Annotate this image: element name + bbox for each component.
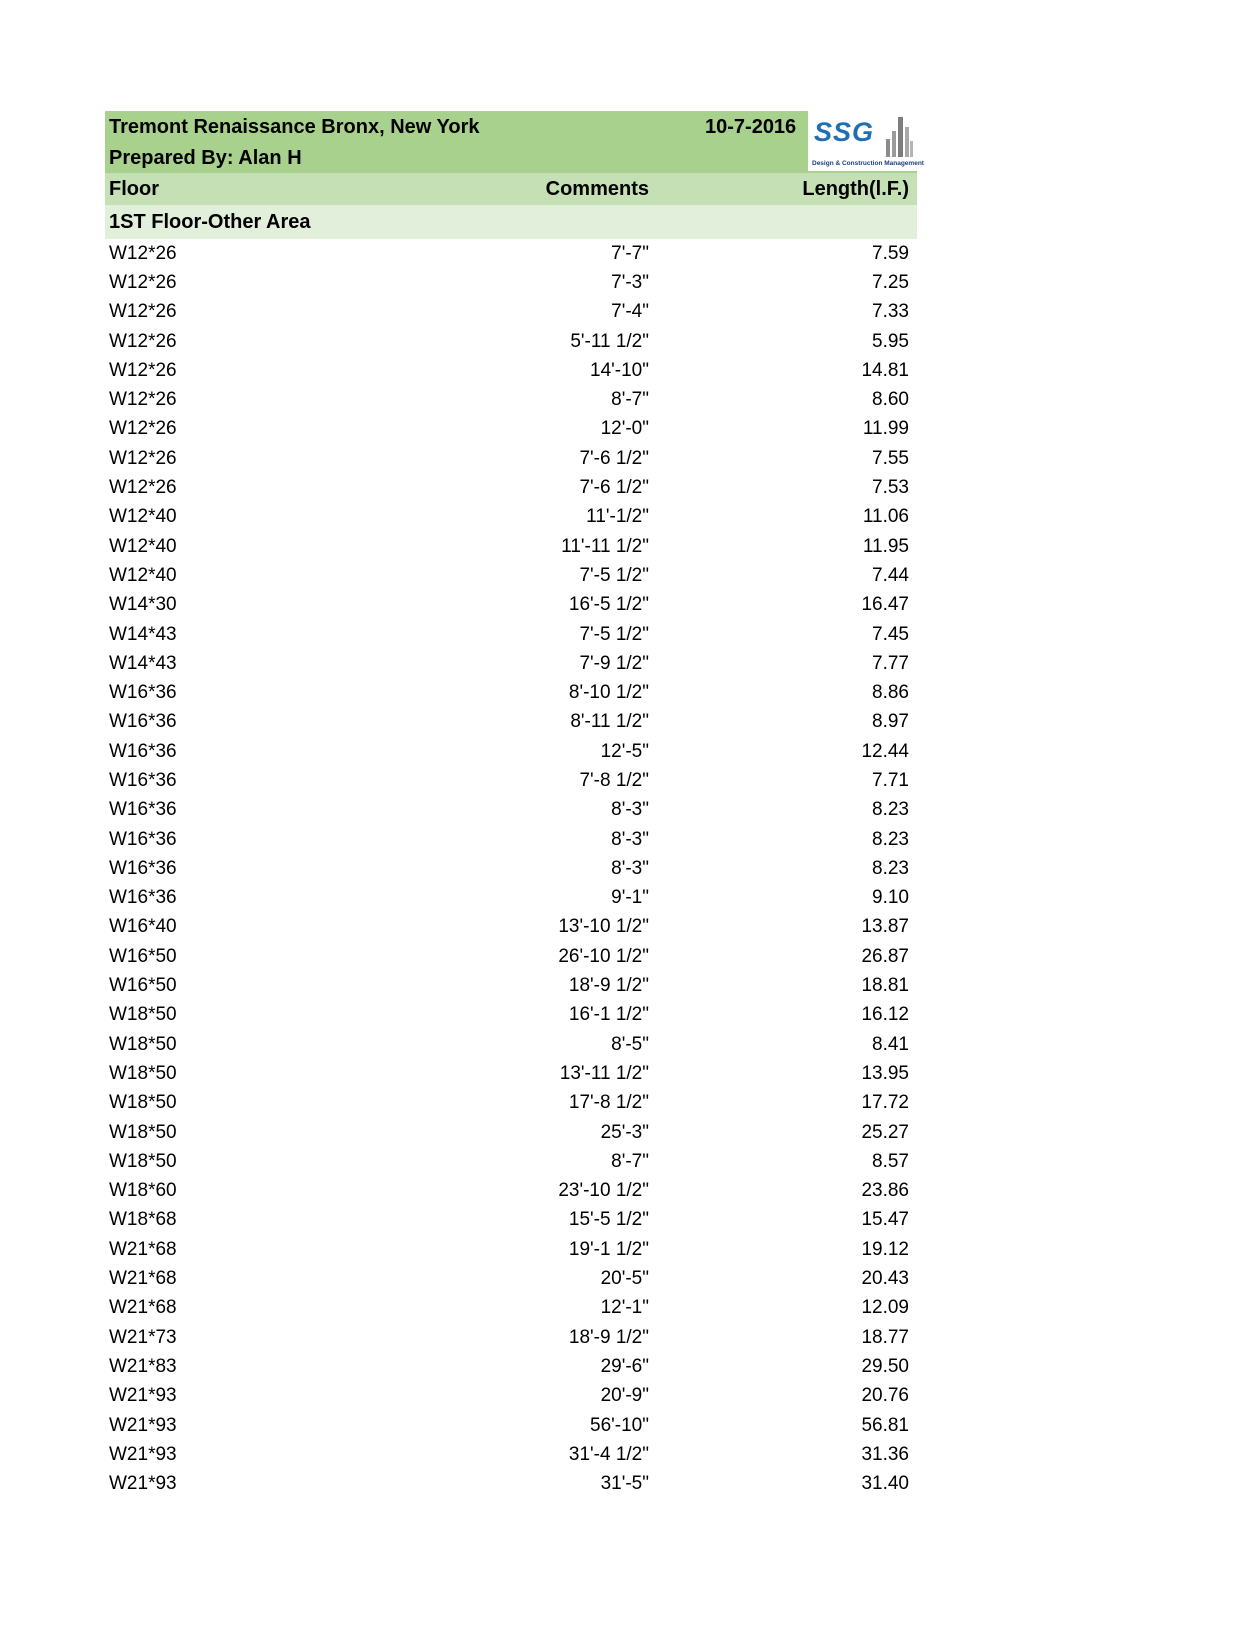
comments-cell: 8'-3" (611, 799, 649, 821)
comments-cell: 11'-11 1/2" (561, 535, 649, 557)
data-rows (105, 239, 917, 1499)
section-header (105, 205, 917, 239)
length-cell: 25.27 (861, 1121, 909, 1143)
comments-cell: 7'-6 1/2" (579, 477, 649, 499)
floor-cell: W16*50 (109, 945, 177, 967)
section-title: 1ST Floor-Other Area (109, 210, 311, 233)
comments-cell: 29'-6" (600, 1355, 649, 1377)
length-cell: 12.09 (861, 1297, 909, 1319)
floor-cell: W14*43 (109, 652, 177, 674)
table-row (105, 678, 917, 707)
floor-cell: W21*93 (109, 1443, 177, 1465)
length-cell: 18.77 (861, 1326, 909, 1348)
table-row (105, 1206, 917, 1235)
length-cell: 7.77 (872, 652, 909, 674)
floor-cell: W16*36 (109, 769, 177, 791)
table-row (105, 737, 917, 766)
table-row (105, 825, 917, 854)
table-row (105, 913, 917, 942)
comments-cell: 12'-0" (600, 418, 649, 440)
length-cell: 13.87 (861, 916, 909, 938)
length-cell: 7.55 (872, 447, 909, 469)
length-cell: 8.23 (872, 857, 909, 879)
floor-cell: W18*60 (109, 1180, 177, 1202)
comments-cell: 5'-11 1/2" (570, 330, 649, 352)
length-cell: 15.47 (861, 1209, 909, 1231)
table-row (105, 766, 917, 795)
floor-cell: W12*40 (109, 564, 177, 586)
comments-cell: 18'-9 1/2" (568, 1326, 649, 1348)
floor-cell: W16*36 (109, 682, 177, 704)
comments-cell: 7'-5 1/2" (579, 564, 649, 586)
length-cell: 31.40 (861, 1473, 909, 1495)
length-cell: 11.99 (862, 418, 909, 440)
table-row (105, 356, 917, 385)
comments-cell: 8'-5" (611, 1033, 649, 1055)
table-row (105, 1264, 917, 1293)
floor-cell: W21*68 (109, 1238, 177, 1260)
floor-cell: W21*93 (109, 1414, 177, 1436)
length-cell: 14.81 (861, 359, 909, 381)
table-row (105, 503, 917, 532)
table-row (105, 971, 917, 1000)
floor-cell: W21*68 (109, 1297, 177, 1319)
length-cell: 20.43 (861, 1268, 909, 1290)
floor-cell: W12*26 (109, 418, 177, 440)
table-row (105, 796, 917, 825)
column-header-length: Length(l.F.) (802, 177, 909, 200)
length-cell: 7.33 (872, 301, 909, 323)
comments-cell: 25'-3" (600, 1121, 649, 1143)
table-row (105, 1147, 917, 1176)
floor-cell: W18*50 (109, 1062, 177, 1084)
comments-cell: 8'-7" (611, 1150, 649, 1172)
floor-cell: W18*50 (109, 1150, 177, 1172)
table-row (105, 1089, 917, 1118)
table-row (105, 532, 917, 561)
comments-cell: 14'-10" (590, 359, 649, 381)
floor-cell: W21*93 (109, 1385, 177, 1407)
table-row (105, 1030, 917, 1059)
floor-cell: W12*26 (109, 477, 177, 499)
comments-cell: 9'-1" (611, 887, 649, 909)
comments-cell: 12'-5" (600, 740, 649, 762)
length-cell: 16.47 (861, 594, 909, 616)
table-row (105, 884, 917, 913)
comments-cell: 7'-6 1/2" (579, 447, 649, 469)
comments-cell: 7'-7" (611, 242, 649, 264)
length-cell: 13.95 (861, 1062, 909, 1084)
table-row (105, 1440, 917, 1469)
comments-cell: 7'-5 1/2" (579, 623, 649, 645)
comments-cell: 31'-5" (600, 1473, 649, 1495)
length-cell: 11.95 (862, 535, 909, 557)
length-cell: 8.23 (872, 799, 909, 821)
comments-cell: 7'-4" (611, 301, 649, 323)
floor-cell: W16*36 (109, 857, 177, 879)
comments-cell: 17'-8 1/2" (568, 1092, 649, 1114)
comments-cell: 12'-1" (600, 1297, 649, 1319)
comments-cell: 15'-5 1/2" (568, 1209, 649, 1231)
length-cell: 8.97 (872, 711, 909, 733)
floor-cell: W18*50 (109, 1092, 177, 1114)
table-row (105, 239, 917, 268)
floor-cell: W18*68 (109, 1209, 177, 1231)
table-row (105, 268, 917, 297)
floor-cell: W21*83 (109, 1355, 177, 1377)
length-cell: 17.72 (861, 1092, 909, 1114)
comments-cell: 8'-11 1/2" (570, 711, 649, 733)
floor-cell: W16*36 (109, 828, 177, 850)
length-cell: 19.12 (861, 1238, 909, 1260)
length-cell: 7.71 (872, 769, 909, 791)
floor-cell: W12*26 (109, 359, 177, 381)
comments-cell: 8'-7" (611, 389, 649, 411)
table-row (105, 854, 917, 883)
table-row (105, 327, 917, 356)
column-header-row (105, 173, 917, 205)
building-icon (884, 113, 914, 159)
table-row (105, 1382, 917, 1411)
comments-cell: 11'-1/2" (586, 506, 649, 528)
length-cell: 16.12 (861, 1004, 909, 1026)
table-row (105, 1118, 917, 1147)
floor-cell: W18*50 (109, 1121, 177, 1143)
column-header-comments: Comments (545, 177, 649, 200)
table-row (105, 649, 917, 678)
table-row (105, 473, 917, 502)
floor-cell: W12*26 (109, 447, 177, 469)
comments-cell: 8'-10 1/2" (568, 682, 649, 704)
floor-cell: W16*36 (109, 740, 177, 762)
table-row (105, 385, 917, 414)
length-cell: 26.87 (861, 945, 909, 967)
comments-cell: 26'-10 1/2" (558, 945, 649, 967)
comments-cell: 16'-1 1/2" (568, 1004, 649, 1026)
table-row (105, 591, 917, 620)
table-row (105, 708, 917, 737)
floor-cell: W12*40 (109, 506, 177, 528)
table-row (105, 1352, 917, 1381)
floor-cell: W12*26 (109, 242, 177, 264)
table-row (105, 1177, 917, 1206)
floor-cell: W21*68 (109, 1268, 177, 1290)
comments-cell: 13'-10 1/2" (558, 916, 649, 938)
floor-cell: W14*43 (109, 623, 177, 645)
sheet-header (105, 111, 924, 173)
company-logo (808, 111, 924, 171)
report-date: 10-7-2016 (705, 116, 797, 138)
comments-cell: 20'-5" (600, 1268, 649, 1290)
table-row (105, 1059, 917, 1088)
length-cell: 23.86 (861, 1180, 909, 1202)
length-cell: 7.45 (872, 623, 909, 645)
length-cell: 8.57 (872, 1150, 909, 1172)
table-row (105, 415, 917, 444)
table-row (105, 1323, 917, 1352)
length-cell: 20.76 (861, 1385, 909, 1407)
floor-cell: W14*30 (109, 594, 177, 616)
floor-cell: W12*26 (109, 389, 177, 411)
table-row (105, 444, 917, 473)
table-row (105, 942, 917, 971)
comments-cell: 31'-4 1/2" (568, 1443, 649, 1465)
length-cell: 56.81 (861, 1414, 909, 1436)
floor-cell: W16*40 (109, 916, 177, 938)
floor-cell: W16*50 (109, 975, 177, 997)
length-cell: 31.36 (861, 1443, 909, 1465)
floor-cell: W12*26 (109, 271, 177, 293)
length-cell: 11.06 (862, 506, 909, 528)
comments-cell: 13'-11 1/2" (559, 1062, 649, 1084)
table-row (105, 1469, 917, 1498)
floor-cell: W16*36 (109, 711, 177, 733)
floor-cell: W12*40 (109, 535, 177, 557)
floor-cell: W21*73 (109, 1326, 177, 1348)
length-cell: 8.41 (872, 1033, 909, 1055)
length-cell: 12.44 (861, 740, 909, 762)
length-cell: 7.59 (872, 242, 909, 264)
length-cell: 8.23 (872, 828, 909, 850)
floor-cell: W16*36 (109, 887, 177, 909)
comments-cell: 23'-10 1/2" (558, 1180, 649, 1202)
table-row (105, 298, 917, 327)
length-cell: 5.95 (872, 330, 909, 352)
takeoff-sheet (105, 111, 924, 1499)
comments-cell: 7'-9 1/2" (579, 652, 649, 674)
comments-cell: 18'-9 1/2" (568, 975, 649, 997)
logo-tagline: Design & Construction Management (812, 160, 924, 167)
table-row (105, 620, 917, 649)
length-cell: 18.81 (861, 975, 909, 997)
floor-cell: W18*50 (109, 1033, 177, 1055)
length-cell: 7.44 (872, 564, 909, 586)
column-header-floor: Floor (109, 177, 159, 200)
length-cell: 8.86 (872, 682, 909, 704)
comments-cell: 16'-5 1/2" (568, 594, 649, 616)
length-cell: 9.10 (872, 887, 909, 909)
comments-cell: 56'-10" (590, 1414, 649, 1436)
length-cell: 7.25 (872, 271, 909, 293)
table-row (105, 1411, 917, 1440)
floor-cell: W16*36 (109, 799, 177, 821)
floor-cell: W18*50 (109, 1004, 177, 1026)
length-cell: 7.53 (872, 477, 909, 499)
comments-cell: 20'-9" (600, 1385, 649, 1407)
length-cell: 29.50 (861, 1355, 909, 1377)
comments-cell: 19'-1 1/2" (568, 1238, 649, 1260)
comments-cell: 8'-3" (611, 828, 649, 850)
comments-cell: 7'-8 1/2" (579, 769, 649, 791)
length-cell: 8.60 (872, 389, 909, 411)
table-row (105, 1235, 917, 1264)
table-row (105, 1294, 917, 1323)
comments-cell: 8'-3" (611, 857, 649, 879)
table-row (105, 561, 917, 590)
floor-cell: W12*26 (109, 301, 177, 323)
project-title: Tremont Renaissance Bronx, New York (109, 116, 480, 138)
floor-cell: W21*93 (109, 1473, 177, 1495)
table-row (105, 1001, 917, 1030)
logo-brand: SSG (814, 117, 875, 147)
comments-cell: 7'-3" (611, 271, 649, 293)
prepared-by: Prepared By: Alan H (109, 147, 302, 169)
floor-cell: W12*26 (109, 330, 177, 352)
